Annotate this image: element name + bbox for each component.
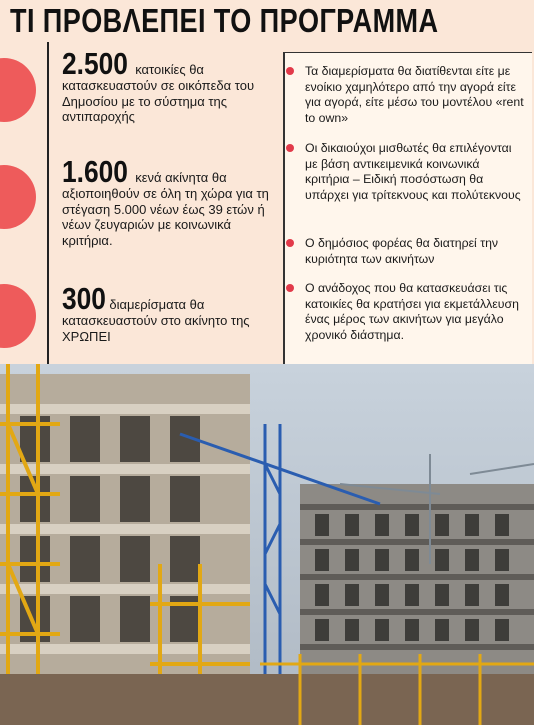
list-item: Ο δημόσιος φορέας θα διατηρεί την κυριότητα των ακινήτων — [299, 236, 527, 267]
accent-circle-1 — [0, 58, 36, 122]
list-item: Τα διαμερίσματα θα διατίθενται είτε με ενοίκιο χαμηλότερο από την αγορά είτε για αγορά, είτε μέσω του μοντέλου «rent to own» — [299, 64, 527, 126]
stat-block-3 — [62, 281, 277, 344]
bullet-dot-icon — [286, 239, 294, 247]
divider-line — [47, 42, 49, 367]
stat-number: 300 — [62, 281, 106, 316]
stat-text: κατοικίες θα κατασκευαστούν σε οικόπεδα του Δημοσίου με το σύστημα της αντιπαροχής — [62, 62, 255, 124]
construction-site-image — [0, 364, 534, 725]
accent-circle-3 — [0, 284, 36, 348]
accent-circle-2 — [0, 165, 36, 229]
stat-text: κενά ακίνητα θα αξιοποιηθούν σε όλη τη χώρα για τη στέγαση 5.000 νέων έως 39 ετών ή νέων ζευγαριών με κοινωνικά κριτήρια. — [62, 170, 269, 248]
stat-text: διαμερίσματα θα κατασκευαστούν στο ακίνητο της ΧΡΩΠΕΙ — [62, 297, 250, 344]
stat-block-1 — [62, 46, 277, 125]
page-title: ΤΙ ΠΡΟΒΛΕΠΕΙ ΤΟ ΠΡΟΓΡΑΜΜΑ — [10, 2, 439, 39]
list-item: Οι δικαιούχοι μισθωτές θα επιλέγονται με βάση αντικειμενικά κοινωνικά κριτήρια – Ειδική ποσόστωση θα υπάρχει για τρίτεκνους και πολύτεκνους — [299, 141, 527, 203]
stat-block-2 — [62, 154, 277, 248]
bullet-dot-icon — [286, 284, 294, 292]
list-item: Ο ανάδοχος που θα κατασκευάσει τις κατοικίες θα κρατήσει για εκμετάλλευση ένας μέρος των ακινήτων για μεγάλο χρονικό διάστημα. — [299, 281, 527, 343]
bullet-dot-icon — [286, 144, 294, 152]
stat-number: 2.500 — [62, 46, 128, 81]
stat-number: 1.600 — [62, 154, 128, 189]
bullet-dot-icon — [286, 67, 294, 75]
